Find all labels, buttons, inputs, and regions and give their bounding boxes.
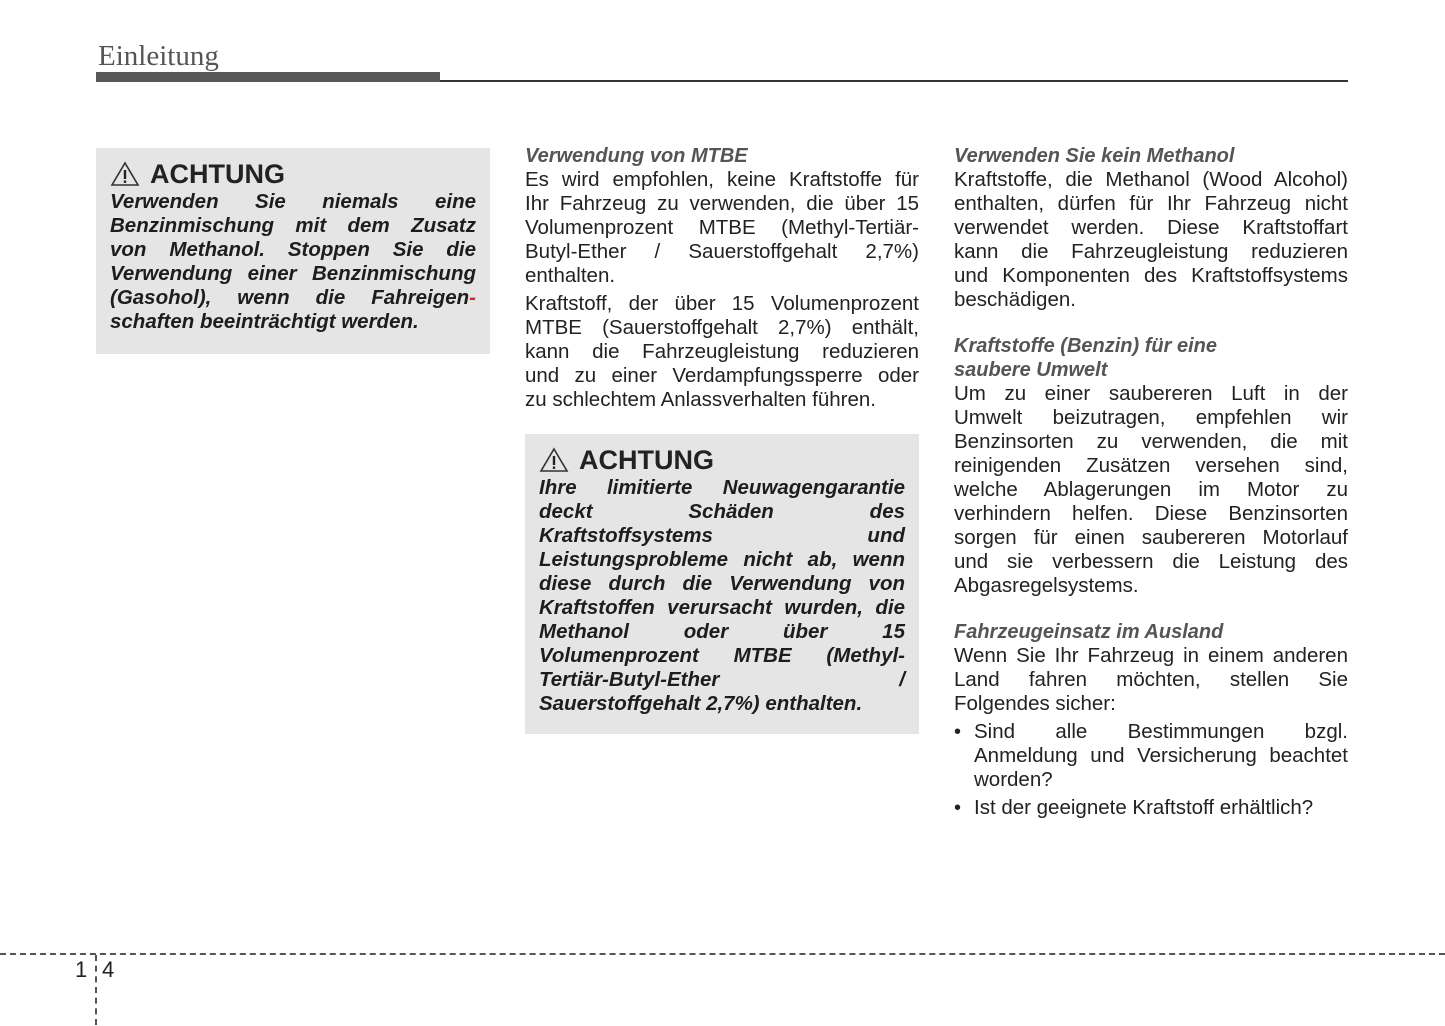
paragraph: [954, 168, 1348, 312]
text-line: diese durch die Verwendung von: [539, 572, 905, 595]
text-line: beschädigen.: [954, 288, 1076, 311]
text-line: Ihre limitierte Neuwagengarantie: [539, 476, 905, 499]
warning-label: ACHTUNG: [150, 159, 285, 189]
bullet-text: [974, 796, 1348, 820]
bullet-item: [954, 720, 1348, 792]
text-line: und sie verbessern die Leistung des: [954, 550, 1348, 573]
text-line: Sind alle Bestimmungen bzgl.: [974, 720, 1348, 743]
text-line: von Methanol. Stoppen Sie die: [110, 238, 476, 261]
warning-box: [96, 148, 490, 354]
heading-mtbe: Verwendung von MTBE: [525, 145, 748, 167]
text-line: verhindern helfen. Diese Benzinsorten: [954, 502, 1348, 525]
text-line: enthalten, dürfen für Ihr Fahrzeug nicht: [954, 192, 1348, 215]
text-line: zu schlechtem Anlassverhalten führen.: [525, 388, 876, 411]
text-line: Kraftstoffen verursacht wurden, die: [539, 596, 905, 619]
page-number: 4: [102, 957, 115, 982]
text-line: kann die Fahrzeugleistung reduzieren: [954, 240, 1348, 263]
text-line: und zu einer Verdampfungssperre oder: [525, 364, 919, 387]
header-bar: [96, 72, 440, 82]
text-line: Benzinmischung mit dem Zusatz: [110, 214, 476, 237]
footer-divider: [0, 953, 1445, 955]
text-line: Um zu einer saubereren Luft in der: [954, 382, 1348, 405]
warning-heading: [539, 444, 905, 476]
text-line: Tertiär-Butyl-Ether /: [539, 668, 905, 691]
chapter-number: 1: [75, 957, 88, 982]
text-line: Butyl-Ether / Sauerstoffgehalt 2,7%): [525, 240, 919, 263]
hyphen-mark: -: [469, 286, 476, 309]
text-line: Methanol oder über 15: [539, 620, 905, 643]
text-line: Sauerstoffgehalt 2,7%) enthalten.: [539, 692, 863, 715]
paragraph: [954, 644, 1348, 716]
text-line: sorgen für einen saubereren Motorlauf: [954, 526, 1348, 549]
text-line: Umwelt beizutragen, empfehlen wir: [954, 406, 1348, 429]
text-line: schaften beeinträchtigt werden.: [110, 310, 419, 333]
bullet-dot: •: [954, 797, 962, 819]
heading-methanol: Verwenden Sie kein Methanol: [954, 145, 1235, 167]
text-line: Folgendes sicher:: [954, 692, 1116, 715]
warning-box: [525, 434, 919, 734]
text-line: Leistungsprobleme nicht ab, wenn: [539, 548, 905, 571]
text-line: Ist der geeignete Kraftstoff erhältlich?: [974, 796, 1314, 819]
column-3: [954, 144, 1348, 824]
bullet-text: [974, 720, 1348, 792]
heading-environment: Kraftstoffe (Benzin) für eine: [954, 335, 1217, 357]
text-line: Verwenden Sie niemals eine: [110, 190, 476, 213]
text-line: Kraftstoffe, die Methanol (Wood Alcohol): [954, 168, 1348, 191]
text-line: Verwendung einer Benzinmischung: [110, 262, 476, 285]
text-line: Abgasregelsystems.: [954, 574, 1139, 597]
text-line: Wenn Sie Ihr Fahrzeug in einem anderen: [954, 644, 1348, 667]
warning-label: ACHTUNG: [579, 445, 714, 475]
text-line: kann die Fahrzeugleistung reduzieren: [525, 340, 919, 363]
column-2: [525, 144, 919, 734]
text-line: enthalten.: [525, 264, 616, 287]
heading-abroad: Fahrzeugeinsatz im Ausland: [954, 621, 1224, 643]
text-line: Volumenprozent MTBE (Methyl-: [539, 644, 905, 667]
text-line: und Komponenten des Kraftstoffsystems: [954, 264, 1348, 287]
text-line: Volumenprozent MTBE (Methyl-Tertiär-: [525, 216, 919, 239]
text-line: Kraftstoff, der über 15 Volumenprozent: [525, 292, 919, 315]
heading-environment-2: saubere Umwelt: [954, 359, 1108, 381]
text-line: worden?: [974, 768, 1053, 791]
bullet-item: [954, 796, 1348, 820]
text-line: Ihr Fahrzeug zu verwenden, die über 15: [525, 192, 919, 215]
footer-vertical-divider: [95, 955, 97, 1025]
warning-text: [110, 190, 476, 334]
warning-triangle-icon: [110, 161, 140, 187]
paragraph: [954, 382, 1348, 598]
bullet-dot: •: [954, 721, 962, 743]
text-line: welche Ablagerungen im Motor zu: [954, 478, 1348, 501]
header-rule: [440, 80, 1348, 82]
text-line: Land fahren möchten, stellen Sie: [954, 668, 1348, 691]
text-line: (Gasohol), wenn die Fahreigen-: [110, 286, 476, 309]
text-line: Kraftstoffsystems und: [539, 524, 905, 547]
warning-heading: [110, 158, 476, 190]
text-line: MTBE (Sauerstoffgehalt 2,7%) enthält,: [525, 316, 919, 339]
warning-triangle-icon: [539, 447, 569, 473]
text-line: reinigenden Zusätzen versehen sind,: [954, 454, 1348, 477]
text-line: verwendet werden. Diese Kraftstoffart: [954, 216, 1348, 239]
text-line: deckt Schäden des: [539, 500, 905, 523]
text-line: Benzinsorten zu verwenden, die mit: [954, 430, 1348, 453]
text-line: Es wird empfohlen, keine Kraftstoffe für: [525, 168, 919, 191]
paragraph: [525, 292, 919, 412]
paragraph: [525, 168, 919, 288]
text-line: Anmeldung und Versicherung beachtet: [974, 744, 1348, 767]
warning-text: [539, 476, 905, 716]
column-1: [96, 148, 490, 354]
section-title: Einleitung: [98, 40, 219, 72]
